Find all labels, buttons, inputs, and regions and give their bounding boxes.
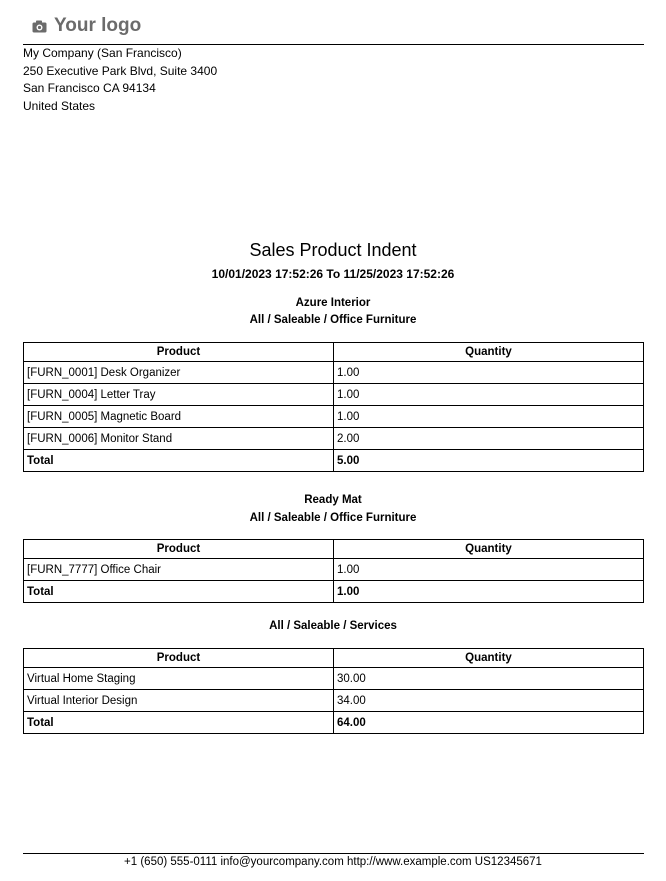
company-address	[23, 45, 217, 115]
table-row	[24, 559, 644, 581]
camera-icon	[32, 20, 47, 33]
company-city: San Francisco CA 94134	[23, 81, 156, 95]
column-header-product: Product	[24, 649, 334, 668]
table-header-row	[24, 343, 644, 362]
product-cell: [FURN_7777] Office Chair	[24, 559, 334, 581]
total-row	[24, 712, 644, 734]
company-country: United States	[23, 98, 96, 113]
table-row	[24, 690, 644, 712]
product-cell: [FURN_0005] Magnetic Board	[24, 406, 334, 428]
product-cell: [FURN_0006] Monitor Stand	[24, 428, 334, 450]
table-header-row	[24, 540, 644, 559]
column-header-quantity: Quantity	[334, 540, 644, 559]
quantity-cell: 1.00	[334, 559, 644, 581]
quantity-cell: 1.00	[334, 406, 644, 428]
company-name: My Company (San Francisco)	[23, 46, 182, 60]
table-row	[24, 384, 644, 406]
group-customer-name: Ready Mat	[304, 494, 362, 506]
quantity-cell: 2.00	[334, 428, 644, 450]
group-customer-name: Azure Interior	[295, 297, 371, 309]
product-cell: Virtual Interior Design	[24, 690, 334, 712]
report-date-range: 10/01/2023 17:52:26 To 11/25/2023 17:52:26	[211, 267, 455, 281]
company-logo	[32, 15, 141, 37]
total-value: 64.00	[334, 712, 644, 734]
total-row	[24, 581, 644, 603]
table-row	[24, 362, 644, 384]
table-header-row	[24, 649, 644, 668]
footer-contact: +1 (650) 555-0111 info@yourcompany.com http://www.example.com US12345671	[124, 856, 542, 868]
footer-divider	[23, 853, 644, 854]
column-header-product: Product	[24, 343, 334, 362]
product-table	[23, 539, 644, 603]
quantity-cell: 34.00	[334, 690, 644, 712]
group-category: All / Saleable / Office Furniture	[249, 512, 417, 524]
table-row	[24, 406, 644, 428]
total-value: 1.00	[334, 581, 644, 603]
quantity-cell: 30.00	[334, 668, 644, 690]
product-table	[23, 342, 644, 472]
product-cell: [FURN_0004] Letter Tray	[24, 384, 334, 406]
product-table	[23, 648, 644, 734]
column-header-quantity: Quantity	[334, 343, 644, 362]
logo-text: Your logo	[54, 15, 142, 36]
group-category: All / Saleable / Services	[269, 620, 397, 632]
report-title: Sales Product Indent	[249, 240, 417, 260]
column-header-quantity: Quantity	[334, 649, 644, 668]
total-label: Total	[24, 581, 334, 603]
company-street: 250 Executive Park Blvd, Suite 3400	[23, 63, 218, 78]
product-cell: Virtual Home Staging	[24, 668, 334, 690]
product-cell: [FURN_0001] Desk Organizer	[24, 362, 334, 384]
group-category: All / Saleable / Office Furniture	[249, 314, 417, 326]
column-header-product: Product	[24, 540, 334, 559]
quantity-cell: 1.00	[334, 362, 644, 384]
total-label: Total	[24, 450, 334, 472]
total-label: Total	[24, 712, 334, 734]
quantity-cell: 1.00	[334, 384, 644, 406]
table-row	[24, 668, 644, 690]
total-value: 5.00	[334, 450, 644, 472]
total-row	[24, 450, 644, 472]
table-row	[24, 428, 644, 450]
